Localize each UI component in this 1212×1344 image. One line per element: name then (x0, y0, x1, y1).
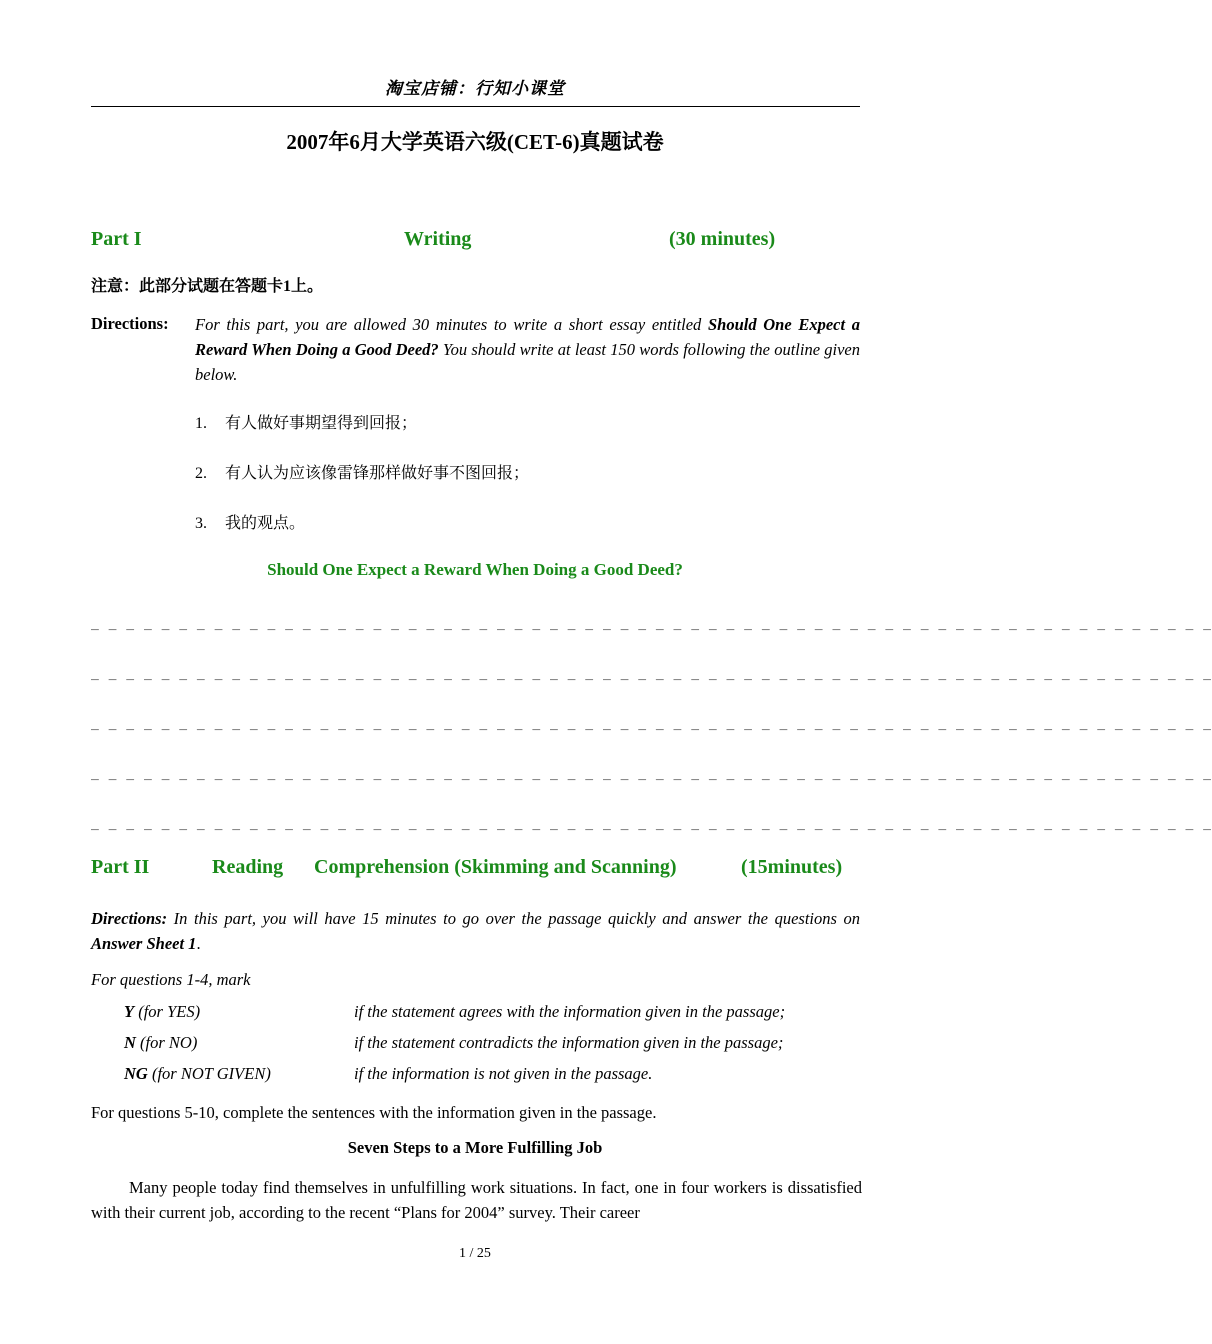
outline-text: 我的观点。 (225, 515, 306, 532)
mark-key (124, 1002, 200, 1022)
part2-directions-label: Directions: (91, 909, 168, 928)
outline-item (195, 460, 529, 483)
outline-text: 有人认为应该像雷锋那样做好事不图回报； (225, 465, 530, 482)
answer-line: _ _ _ _ _ _ _ _ _ _ _ _ _ _ _ _ _ _ _ _ _ _ _ _ _ _ _ _ _ _ _ _ _ _ _ _ _ _ _ _ _ _ _ _ _ _ _ _ _ _ _ _ _ _ _ _ _ _ _ _ _ _ _ _ (91, 766, 1212, 781)
passage-paragraph: Many people today find themselves in unfulfilling work situations. In fact, one in four workers is dissatisfied with their current job, according to the recent “Plans for 2004” survey. Their career (91, 1178, 862, 1222)
q5-10-intro: For questions 5-10, complete the sentences with the information given in the passage. (91, 1103, 657, 1122)
part2-directions (91, 906, 860, 956)
part1-directions-label: Directions: (91, 314, 169, 333)
part1-time: (30 minutes) (669, 228, 776, 250)
answer-line: _ _ _ _ _ _ _ _ _ _ _ _ _ _ _ _ _ _ _ _ _ _ _ _ _ _ _ _ _ _ _ _ _ _ _ _ _ _ _ _ _ _ _ _ _ _ _ _ _ _ _ _ _ _ _ _ _ _ _ _ _ _ _ _ (91, 666, 1212, 681)
mark-key-desc: (for YES) (134, 1002, 201, 1021)
mark-key-letter: Y (124, 1002, 135, 1021)
part1-label: Part I (91, 228, 142, 250)
q1-4-intro: For questions 1-4, mark (91, 970, 251, 989)
answer-line: _ _ _ _ _ _ _ _ _ _ _ _ _ _ _ _ _ _ _ _ _ _ _ _ _ _ _ _ _ _ _ _ _ _ _ _ _ _ _ _ _ _ _ _ _ _ _ _ _ _ _ _ _ _ _ _ _ _ _ _ _ _ _ _ (91, 816, 1212, 831)
outline-item (195, 510, 305, 533)
essay-title: Should One Expect a Reward When Doing a Good Deed? (267, 560, 683, 579)
outline-item (195, 410, 417, 433)
outline-num: 2. (195, 465, 207, 482)
outline-num: 1. (195, 415, 207, 432)
page-number: 1 / 25 (459, 1246, 491, 1261)
mark-key (124, 1064, 271, 1084)
part2-label: Part II (91, 856, 150, 878)
mark-key (124, 1033, 197, 1053)
directions-text: For this part, you are allowed 30 minutes to write a short essay entitled (195, 315, 708, 334)
page-title: 2007年6月大学英语六级(CET-6)真题试卷 (286, 130, 664, 154)
part2-name-reading: Reading (212, 856, 284, 878)
directions-text-end: You should write at least 150 words following the outline given below. (195, 340, 860, 384)
period: . (196, 934, 201, 953)
outline-text: 有人做好事期望得到回报； (225, 415, 418, 432)
part2-time: (15minutes) (741, 856, 843, 878)
mark-meaning: if the statement agrees with the information given in the passage; (354, 1002, 786, 1021)
part2-directions-text: In this part, you will have 15 minutes to go over the passage quickly and answer the questions on (167, 909, 860, 928)
answer-line: _ _ _ _ _ _ _ _ _ _ _ _ _ _ _ _ _ _ _ _ _ _ _ _ _ _ _ _ _ _ _ _ _ _ _ _ _ _ _ _ _ _ _ _ _ _ _ _ _ _ _ _ _ _ _ _ _ _ _ _ _ _ _ _ (91, 716, 1212, 731)
header-rule (91, 106, 860, 107)
mark-key-letter: N (124, 1033, 136, 1052)
answer-sheet-bold: Answer Sheet 1 (91, 934, 197, 953)
outline-num: 3. (195, 515, 207, 532)
part2-name-comprehension: Comprehension (Skimming and Scanning) (314, 856, 677, 878)
passage-title: Seven Steps to a More Fulfilling Job (347, 1138, 603, 1157)
mark-key-desc: (for NOT GIVEN) (147, 1064, 271, 1083)
part1-note: 注意：此部分试题在答题卡1上。 (91, 278, 324, 295)
mark-key-letter: NG (124, 1064, 148, 1083)
mark-meaning: if the statement contradicts the information given in the passage; (354, 1033, 784, 1052)
answer-line: _ _ _ _ _ _ _ _ _ _ _ _ _ _ _ _ _ _ _ _ _ _ _ _ _ _ _ _ _ _ _ _ _ _ _ _ _ _ _ _ _ _ _ _ _ _ _ _ _ _ _ _ _ _ _ _ _ _ _ _ _ _ _ _ (91, 616, 1212, 631)
mark-meaning: if the information is not given in the passage. (354, 1064, 653, 1083)
essay-topic-bold: Should One Expect a Reward When Doing a Good Deed? (195, 315, 860, 359)
mark-key-desc: (for NO) (135, 1033, 198, 1052)
shop-header: 淘宝店铺：行知小课堂 (385, 79, 565, 99)
part1-directions (195, 312, 860, 387)
part1-name: Writing (404, 228, 472, 250)
